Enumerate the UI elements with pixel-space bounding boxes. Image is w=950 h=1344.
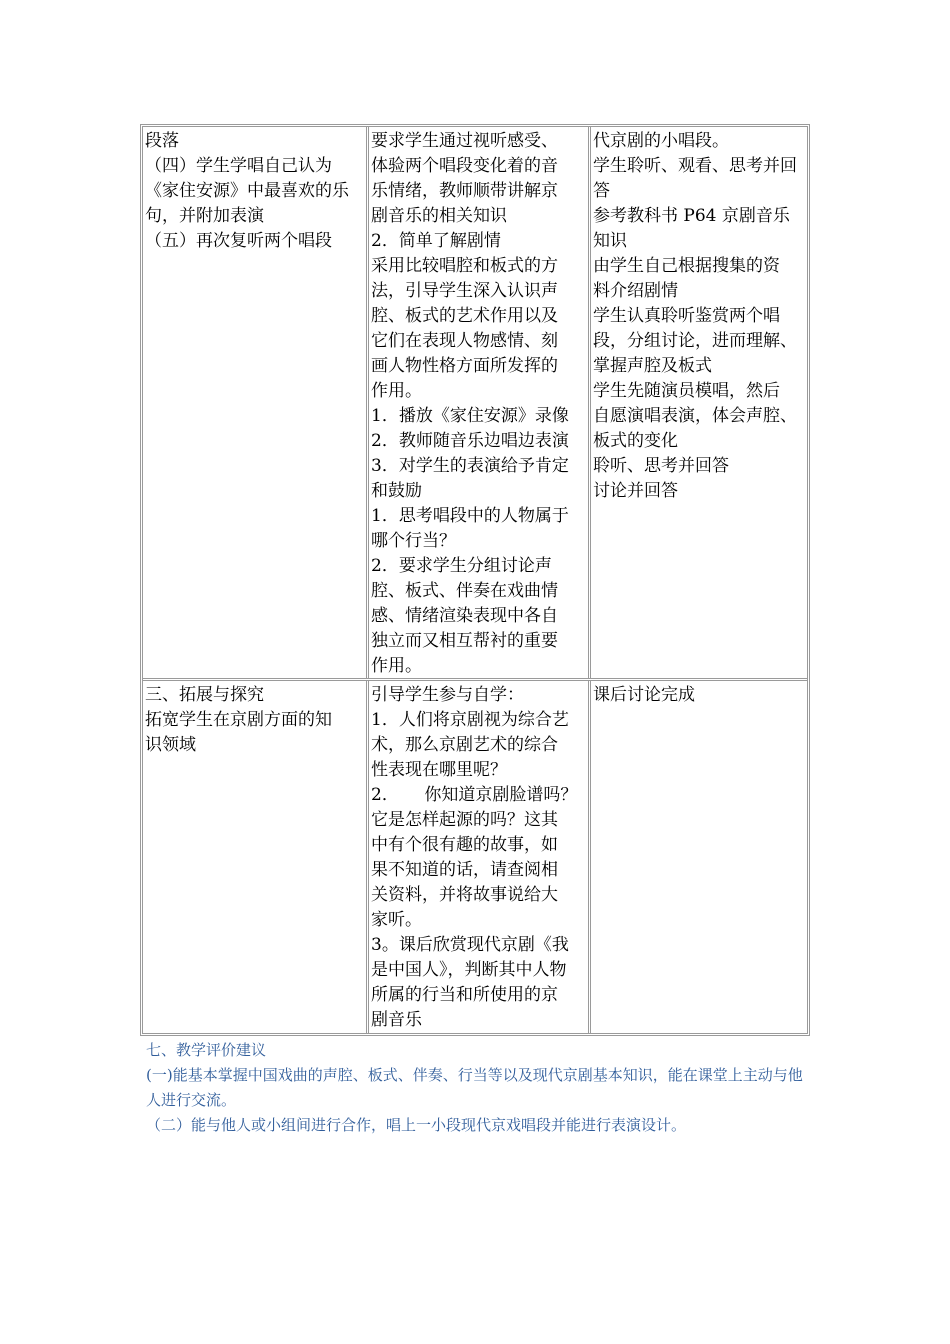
cell-text-line: 2．要求学生分组讨论声 xyxy=(371,556,552,576)
cell-text-line: 学生聆听、观看、思考并回 xyxy=(593,156,797,176)
cell-text-line: 作用。 xyxy=(371,656,422,676)
cell-text-line: 1．播放《家住安源》录像 xyxy=(371,406,569,426)
evaluation-section xyxy=(146,1038,816,1138)
cell-text-line: 剧音乐 xyxy=(371,1010,422,1030)
cell-text-line: 腔、板式、伴奏在戏曲情 xyxy=(371,581,558,601)
cell-text-line: 性表现在哪里呢？ xyxy=(371,760,507,780)
cell-text-line: 2．教师随音乐边唱边表演 xyxy=(371,431,569,451)
cell-text-line: 中有个很有趣的故事，如 xyxy=(371,835,558,855)
cell-text-line: 料介绍剧情 xyxy=(593,281,678,301)
cell-text-line: 识领域 xyxy=(145,735,196,755)
cell-text-line: 自愿演唱表演，体会声腔、 xyxy=(593,406,797,426)
cell-text-line: 学生先随演员模唱，然后 xyxy=(593,381,780,401)
cell-text-line: 它们在表现人物感情、刻 xyxy=(371,331,558,351)
cell-text-line: 板式的变化 xyxy=(593,431,678,451)
cell-text-line: 学生认真聆听鉴赏两个唱 xyxy=(593,306,780,326)
cell-text-line: 2． 你知道京剧脸谱吗？ xyxy=(371,785,578,805)
cell-text-line: 术，那么京剧艺术的综合 xyxy=(371,735,558,755)
cell-text-line: 段落 xyxy=(145,131,179,151)
cell-text-line: 采用比较唱腔和板式的方 xyxy=(371,256,558,276)
cell-text-line: 聆听、思考并回答 xyxy=(593,456,729,476)
cell-text-line: 三、拓展与探究 xyxy=(145,685,264,705)
cell-text-line: 感、情绪渲染表现中各自 xyxy=(371,606,558,626)
cell-text-line: 掌握声腔及板式 xyxy=(593,356,712,376)
cell-text-line: 和鼓励 xyxy=(371,481,422,501)
cell-text-line: 参考教科书 P64 京剧音乐 xyxy=(593,206,790,226)
cell-text-line: 段，分组讨论，进而理解、 xyxy=(593,331,797,351)
cell-text-line: 是中国人》，判断其中人物 xyxy=(371,960,567,980)
table-row xyxy=(143,678,807,1033)
cell-text-line: 《家住安源》中最喜欢的乐 xyxy=(145,181,349,201)
cell-text-line: 画人物性格方面所发挥的 xyxy=(371,356,558,376)
evaluation-heading: 七、教学评价建议 xyxy=(146,1041,267,1059)
cell-activity xyxy=(143,127,366,678)
cell-text-line: （五）再次复听两个唱段 xyxy=(145,231,332,251)
cell-text-line: 2．简单了解剧情 xyxy=(371,231,501,251)
cell-text-line: 讨论并回答 xyxy=(593,481,678,501)
cell-text-line: 家听。 xyxy=(371,910,422,930)
cell-text-line: 句，并附加表演 xyxy=(145,206,264,226)
cell-text-line: 代京剧的小唱段。 xyxy=(593,131,729,151)
cell-student-activity xyxy=(588,127,807,678)
cell-text-line: 腔、板式的艺术作用以及 xyxy=(371,306,558,326)
cell-text-line: 引导学生参与自学： xyxy=(371,685,524,705)
cell-text-line: 它是怎样起源的吗？这其 xyxy=(371,810,558,830)
cell-teacher-activity xyxy=(366,681,588,1033)
cell-text-line: 体验两个唱段变化着的音 xyxy=(371,156,558,176)
cell-text-line: 乐情绪，教师顺带讲解京 xyxy=(371,181,558,201)
cell-text-line: 法，引导学生深入认识声 xyxy=(371,281,558,301)
lesson-plan-table xyxy=(140,124,810,1036)
cell-text-line: 课后讨论完成 xyxy=(593,685,695,705)
cell-text-line: 由学生自己根据搜集的资 xyxy=(593,256,780,276)
cell-text-line: 答 xyxy=(593,181,610,201)
cell-text-line: 1．思考唱段中的人物属于 xyxy=(371,506,569,526)
cell-activity xyxy=(143,681,366,1033)
cell-text-line: 所属的行当和所使用的京 xyxy=(371,985,558,1005)
evaluation-item: （二）能与他人或小组间进行合作，唱上一小段现代京戏唱段并能进行表演设计。 xyxy=(146,1116,687,1134)
cell-text-line: 拓宽学生在京剧方面的知 xyxy=(145,710,332,730)
cell-text-line: 3。课后欣赏现代京剧《我 xyxy=(371,935,569,955)
cell-text-line: 3．对学生的表演给予肯定 xyxy=(371,456,569,476)
cell-text-line: （四）学生学唱自己认为 xyxy=(145,156,332,176)
cell-teacher-activity xyxy=(366,127,588,678)
cell-text-line: 哪个行当？ xyxy=(371,531,456,551)
cell-text-line: 独立而又相互帮衬的重要 xyxy=(371,631,558,651)
cell-text-line: 作用。 xyxy=(371,381,422,401)
cell-text-line: 要求学生通过视听感受、 xyxy=(371,131,558,151)
cell-student-activity xyxy=(588,681,807,1033)
cell-text-line: 关资料，并将故事说给大 xyxy=(371,885,558,905)
cell-text-line: 知识 xyxy=(593,231,627,251)
table-row xyxy=(143,127,807,678)
cell-text-line: 1．人们将京剧视为综合艺 xyxy=(371,710,569,730)
evaluation-item: (一)能基本掌握中国戏曲的声腔、板式、伴奏、行当等以及现代京剧基本知识，能在课堂上主动与他人进行交流。 xyxy=(146,1066,803,1109)
cell-text-line: 果不知道的话，请查阅相 xyxy=(371,860,558,880)
cell-text-line: 剧音乐的相关知识 xyxy=(371,206,507,226)
